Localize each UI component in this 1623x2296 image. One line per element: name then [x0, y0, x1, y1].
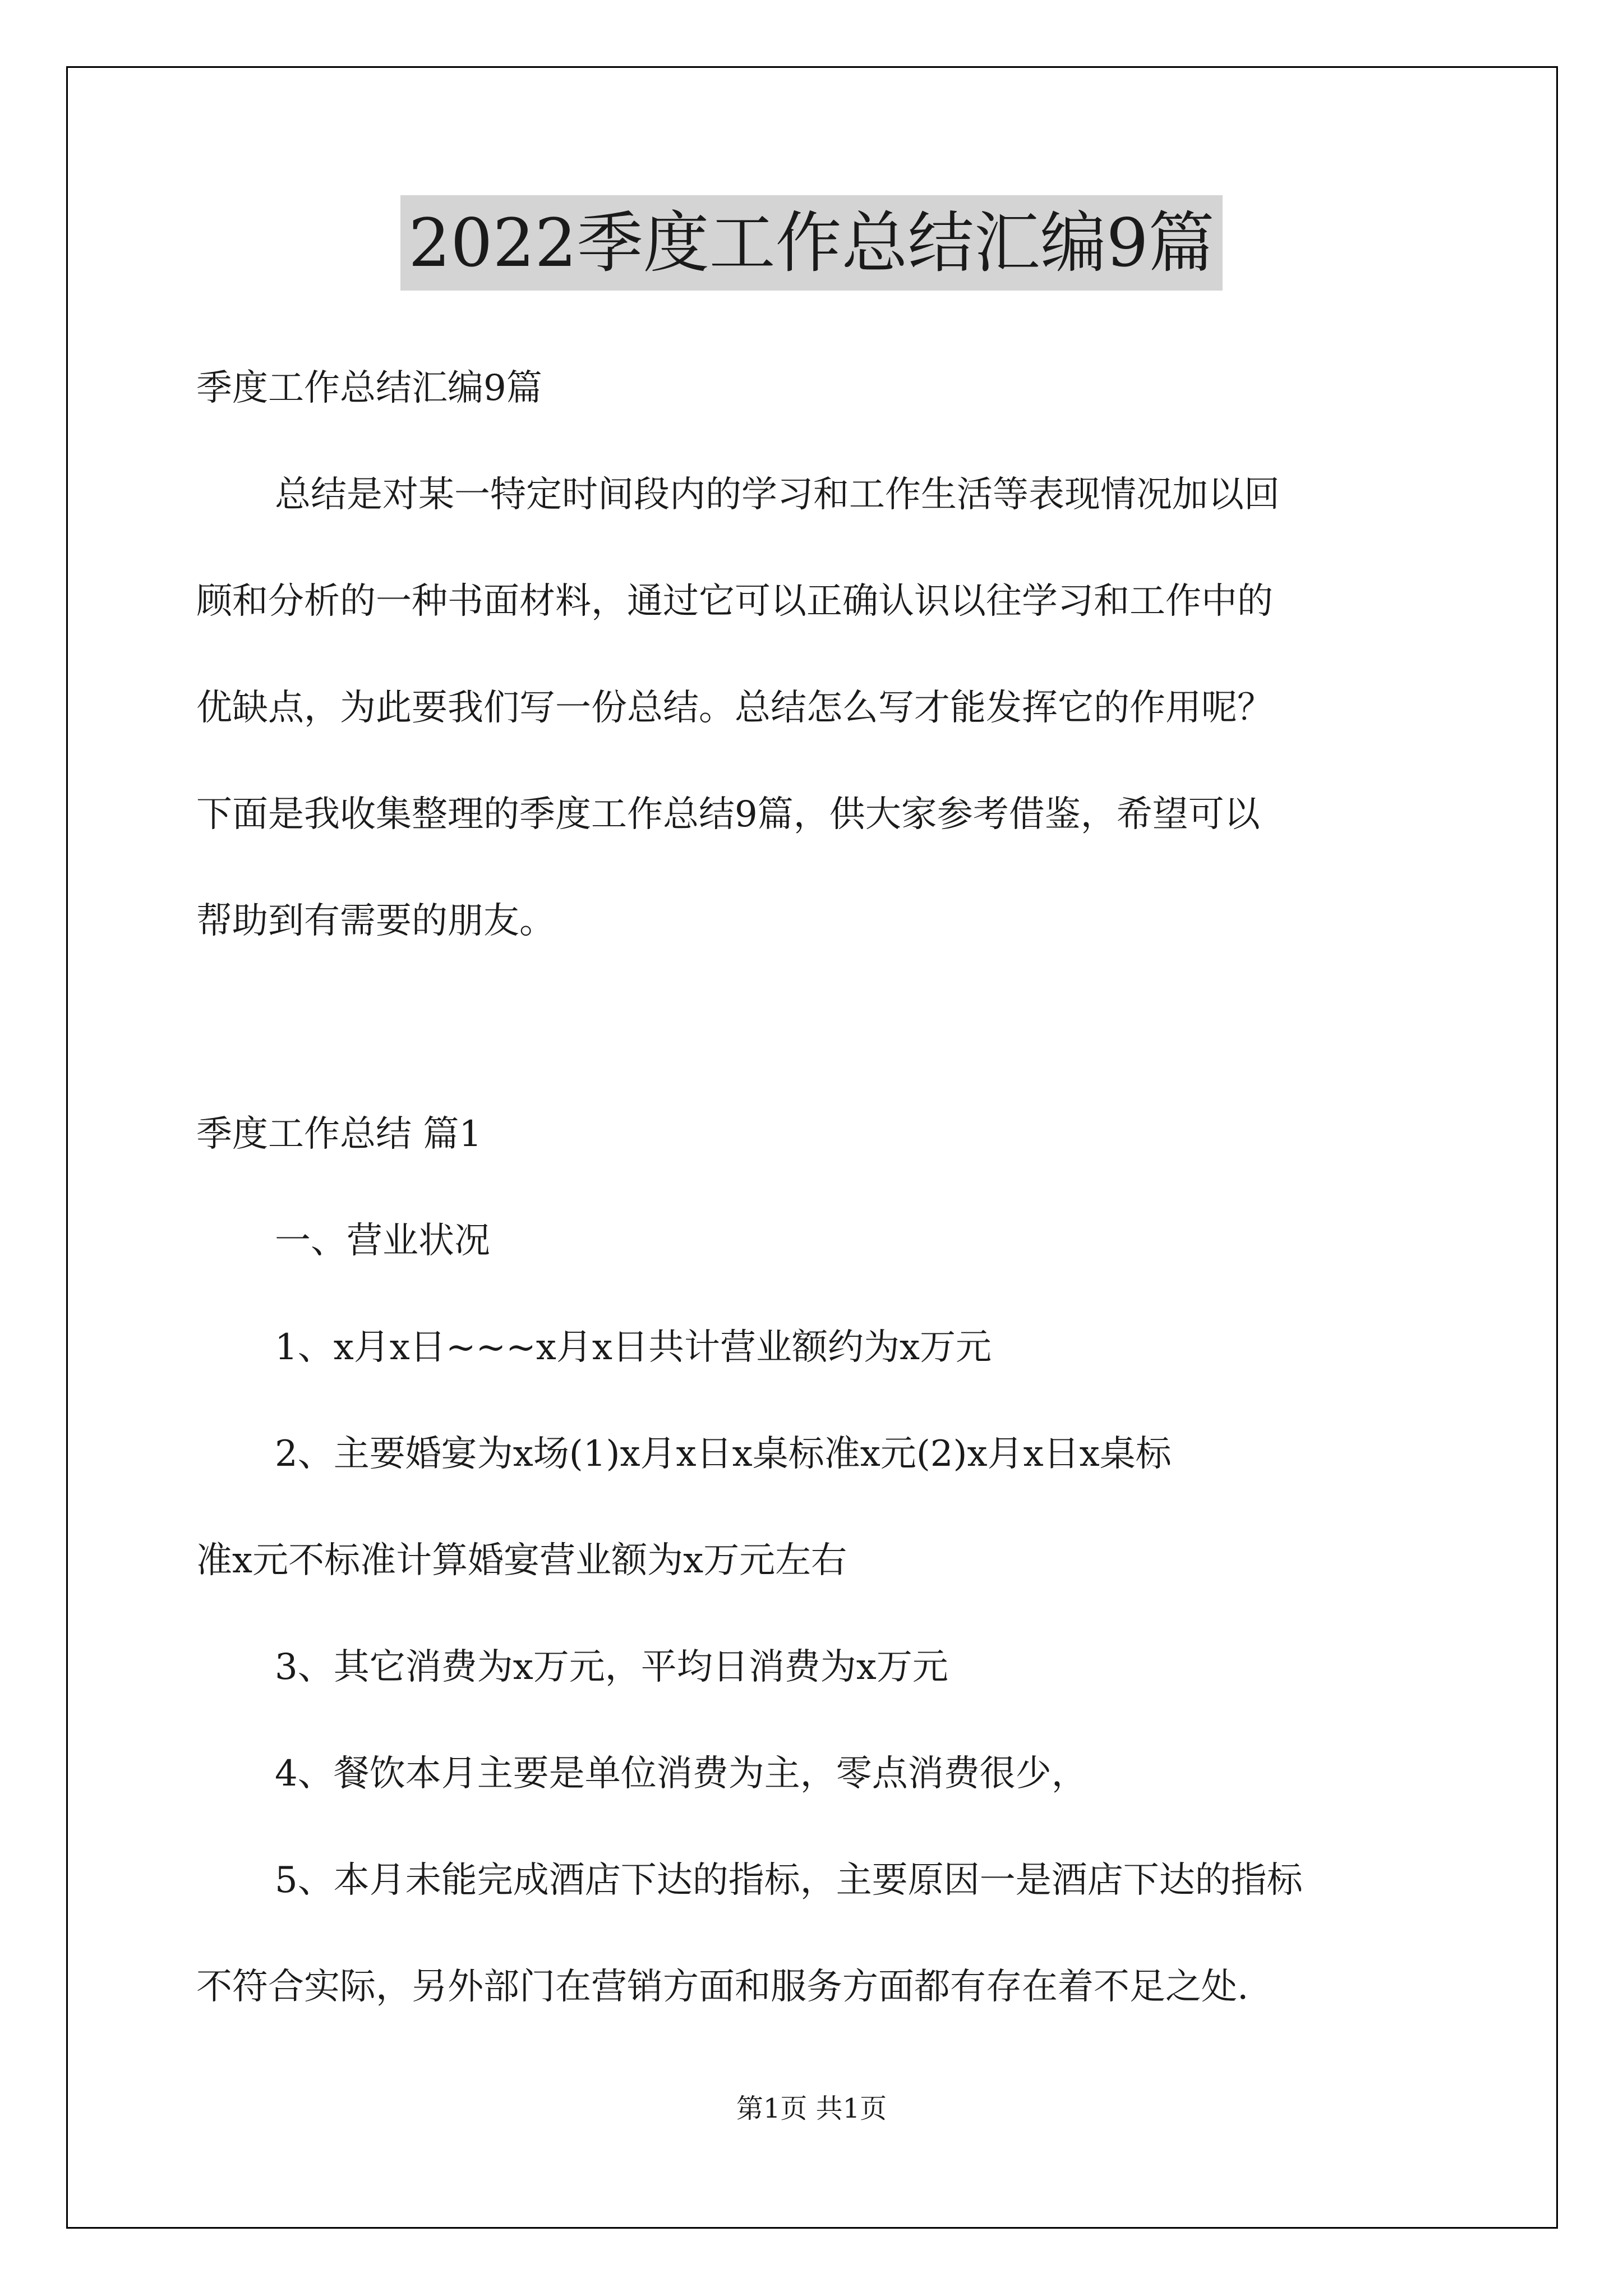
page-footer: 第1页 共1页: [736, 2093, 887, 2124]
section-line-8: 不符合实际，另外部门在营销方面和服务方面都有存在着不足之处.: [196, 1966, 1249, 2008]
section-line-3: 2、主要婚宴为x场(1)x月x日x桌标准x元(2)x月x日x桌标: [275, 1433, 1172, 1475]
intro-line-2: 顾和分析的一种书面材料，通过它可以正确认识以往学习和工作中的: [196, 581, 1273, 622]
section-line-5: 3、其它消费为x万元，平均日消费为x万元: [275, 1646, 948, 1688]
section-line-6: 4、餐饮本月主要是单位消费为主，零点消费很少，: [275, 1753, 1087, 1795]
section-line-4: 准x元不标准计算婚宴营业额为x万元左右: [196, 1540, 847, 1581]
title-wrap: [0, 195, 1623, 291]
section-line-2: 1、x月x日~~~x月x日共计营业额约为x万元: [275, 1327, 992, 1368]
intro-line-4: 下面是我收集整理的季度工作总结9篇，供大家参考借鉴，希望可以: [196, 794, 1260, 835]
section-heading: 季度工作总结 篇1: [196, 1114, 482, 1155]
intro-line-1: 总结是对某一特定时间段内的学习和工作生活等表现情况加以回: [275, 474, 1280, 516]
section-line-1: 一、营业状况: [275, 1220, 490, 1262]
intro-line-3: 优缺点，为此要我们写一份总结。总结怎么写才能发挥它的作用呢？: [196, 687, 1273, 729]
intro-line-5: 帮助到有需要的朋友。: [196, 900, 555, 942]
section-line-7: 5、本月未能完成酒店下达的指标，主要原因一是酒店下达的指标: [275, 1860, 1303, 1901]
subtitle: 季度工作总结汇编9篇: [196, 367, 542, 409]
document-title: 2022季度工作总结汇编9篇: [400, 195, 1222, 291]
